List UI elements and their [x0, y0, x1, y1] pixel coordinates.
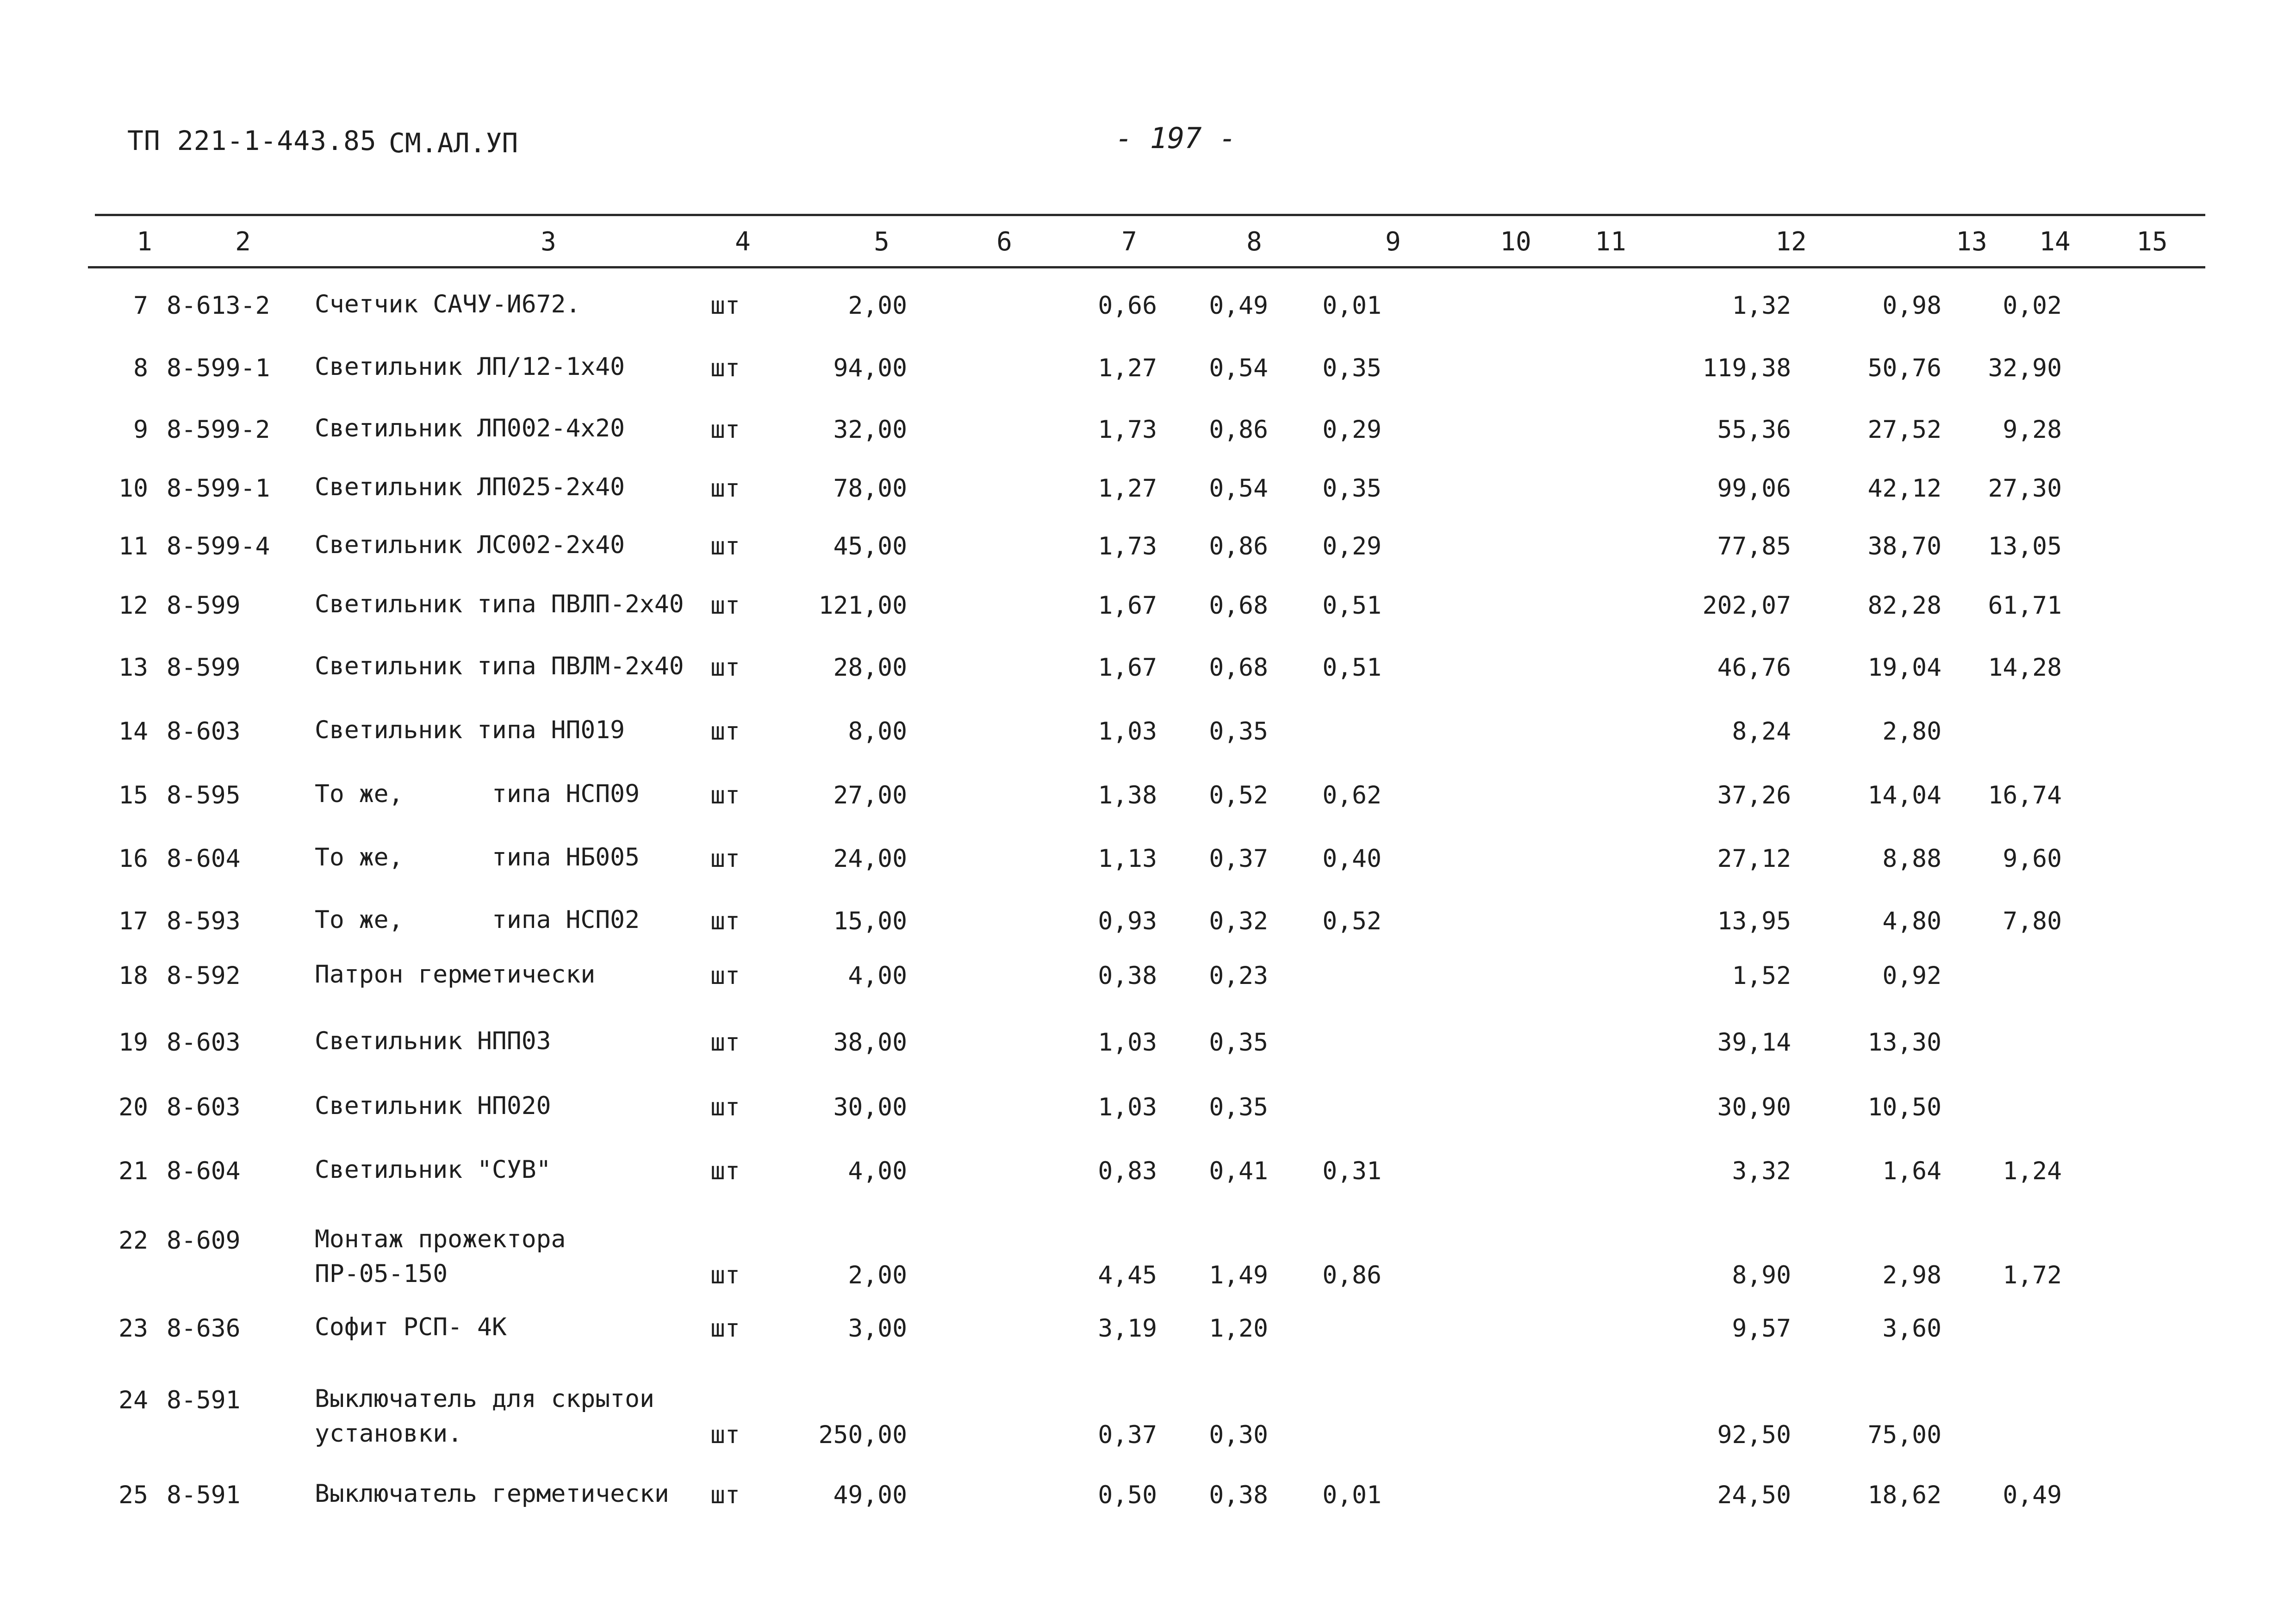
column-number: 11: [1595, 227, 1626, 257]
cell-code: 8-599-1: [167, 474, 270, 503]
cell-c8: 1,20: [1209, 1314, 1268, 1343]
cell-c8: 0,32: [1209, 907, 1268, 935]
cell-qty: 30,00: [833, 1093, 907, 1121]
cell-unit: шт: [710, 1261, 740, 1289]
cell-unit: шт: [710, 1481, 740, 1509]
cell-unit: шт: [710, 474, 740, 503]
cell-name: [315, 349, 625, 384]
cell-unit: шт: [710, 591, 740, 620]
table-row: [0, 354, 2296, 410]
column-number: 14: [2039, 227, 2071, 257]
cell-c12: 13,95: [1717, 907, 1791, 935]
cell-name-line: Светильник НП020: [315, 1092, 551, 1120]
cell-unit: шт: [710, 845, 740, 873]
cell-c14: 1,72: [2003, 1261, 2062, 1289]
cell-n: 19: [118, 1028, 148, 1057]
cell-c13: 8,88: [1882, 845, 1941, 873]
cell-code: 8-592: [167, 962, 241, 990]
cell-c7: 1,27: [1098, 354, 1157, 382]
cell-name-line: Светильник "СУВ": [315, 1156, 551, 1184]
cell-c7: 1,67: [1098, 653, 1157, 682]
table-row: [0, 1314, 2296, 1370]
cell-unit: шт: [710, 416, 740, 444]
table-row: [0, 1157, 2296, 1213]
column-number: 7: [1121, 227, 1137, 257]
cell-qty: 45,00: [833, 532, 907, 560]
cell-c12: 3,32: [1732, 1157, 1791, 1185]
column-number: 5: [874, 227, 890, 257]
cell-qty: 8,00: [848, 717, 907, 746]
cell-name-line: Счетчик САЧУ-И672.: [315, 290, 581, 318]
cell-c13: 18,62: [1867, 1481, 1941, 1509]
cell-unit: шт: [710, 292, 740, 320]
cell-c8: 0,35: [1209, 1093, 1268, 1121]
table-row: [0, 845, 2296, 900]
cell-c8: 0,86: [1209, 416, 1268, 444]
cell-c12: 99,06: [1717, 474, 1791, 503]
cell-code: 8-599-4: [167, 532, 270, 560]
cell-c12: 46,76: [1717, 653, 1791, 682]
cell-qty: 28,00: [833, 653, 907, 682]
cell-unit: шт: [710, 1314, 740, 1343]
column-number: 6: [996, 227, 1012, 257]
cell-c7: 0,37: [1098, 1421, 1157, 1449]
cell-n: 22: [118, 1226, 148, 1255]
cell-c9: 0,29: [1322, 532, 1381, 560]
cell-qty: 4,00: [848, 962, 907, 990]
cell-name: [315, 957, 595, 992]
cell-c14: 32,90: [1988, 354, 2062, 382]
cell-name: [315, 470, 625, 504]
cell-c9: 0,35: [1322, 474, 1381, 503]
column-number: 9: [1385, 227, 1401, 257]
cell-name-line: Светильник типа ПВЛМ-2х40: [315, 652, 684, 680]
cell-name: [315, 777, 640, 811]
table-row: [0, 416, 2296, 471]
column-number: 10: [1500, 227, 1531, 257]
cell-c8: 0,49: [1209, 292, 1268, 320]
cell-c8: 1,49: [1209, 1261, 1268, 1289]
cell-c7: 1,03: [1098, 1093, 1157, 1121]
cell-c12: 119,38: [1702, 354, 1791, 382]
cell-unit: шт: [710, 781, 740, 809]
cell-c12: 9,57: [1732, 1314, 1791, 1343]
cell-c14: 9,60: [2003, 845, 2062, 873]
cell-name-line: Светильник ЛП002-4х20: [315, 414, 625, 442]
cell-n: 20: [118, 1093, 148, 1121]
cell-name-line: Светильник ЛП025-2х40: [315, 473, 625, 501]
cell-name: [315, 713, 625, 747]
cell-code: 8-603: [167, 1093, 241, 1121]
cell-c8: 0,52: [1209, 781, 1268, 809]
cell-c8: 0,30: [1209, 1421, 1268, 1449]
table-row: [0, 781, 2296, 837]
cell-c12: 1,32: [1732, 292, 1791, 320]
cell-n: 8: [133, 354, 148, 382]
cell-code: 8-591: [167, 1481, 241, 1509]
table-row: [0, 717, 2296, 773]
cell-unit: шт: [710, 653, 740, 682]
cell-c7: 1,67: [1098, 591, 1157, 620]
cell-code: 8-593: [167, 907, 241, 935]
cell-c12: 55,36: [1717, 416, 1791, 444]
cell-code: 8-603: [167, 1028, 241, 1057]
cell-name-line: Патрон герметически: [315, 960, 596, 989]
cell-c12: 202,07: [1702, 591, 1791, 620]
cell-c14: 61,71: [1988, 591, 2062, 620]
table-row: [0, 532, 2296, 588]
cell-unit: шт: [710, 907, 740, 935]
cell-c13: 50,76: [1867, 354, 1941, 382]
cell-name-line: Светильник НПП03: [315, 1027, 551, 1055]
cell-c8: 0,37: [1209, 845, 1268, 873]
cell-c7: 0,50: [1098, 1481, 1157, 1509]
cell-n: 17: [118, 907, 148, 935]
cell-name: [315, 1222, 566, 1291]
cell-c9: 0,31: [1322, 1157, 1381, 1185]
cell-c9: 0,01: [1322, 1481, 1381, 1509]
cell-c12: 27,12: [1717, 845, 1791, 873]
cell-unit: шт: [710, 532, 740, 560]
cell-code: 8-609: [167, 1226, 241, 1255]
cell-name-line: Выключатель герметически: [315, 1480, 669, 1508]
cell-qty: 15,00: [833, 907, 907, 935]
column-number: 2: [235, 227, 251, 257]
cell-c12: 37,26: [1717, 781, 1791, 809]
cell-c8: 0,35: [1209, 1028, 1268, 1057]
sheet-code: СМ.АЛ.УП: [389, 127, 518, 159]
cell-name: [315, 649, 684, 684]
cell-c7: 0,38: [1098, 962, 1157, 990]
cell-name: [315, 287, 580, 322]
cell-unit: шт: [710, 1421, 740, 1449]
table-row: [0, 1385, 2296, 1449]
cell-name: [315, 902, 640, 937]
cell-c8: 0,86: [1209, 532, 1268, 560]
cell-c13: 3,60: [1882, 1314, 1941, 1343]
cell-c13: 42,12: [1867, 474, 1941, 503]
cell-unit: шт: [710, 962, 740, 990]
cell-c13: 2,98: [1882, 1261, 1941, 1289]
cell-code: 8-599: [167, 653, 241, 682]
cell-qty: 3,00: [848, 1314, 907, 1343]
cell-n: 23: [118, 1314, 148, 1343]
table-row: [0, 653, 2296, 709]
cell-c7: 4,45: [1098, 1261, 1157, 1289]
cell-name: [315, 411, 625, 446]
table-row: [0, 907, 2296, 963]
cell-c9: 0,86: [1322, 1261, 1381, 1289]
cell-c14: 0,02: [2003, 292, 2062, 320]
column-number: 15: [2136, 227, 2168, 257]
cell-unit: шт: [710, 354, 740, 382]
cell-n: 9: [133, 416, 148, 444]
cell-c7: 1,03: [1098, 1028, 1157, 1057]
cell-c13: 14,04: [1867, 781, 1941, 809]
table-row: [0, 1093, 2296, 1149]
column-number: 4: [735, 227, 751, 257]
cell-qty: 49,00: [833, 1481, 907, 1509]
cell-n: 14: [118, 717, 148, 746]
cell-c8: 0,41: [1209, 1157, 1268, 1185]
cell-qty: 27,00: [833, 781, 907, 809]
cell-c12: 8,24: [1732, 717, 1791, 746]
cell-c14: 7,80: [2003, 907, 2062, 935]
cell-unit: шт: [710, 717, 740, 746]
cell-c7: 1,73: [1098, 416, 1157, 444]
cell-code: 8-636: [167, 1314, 241, 1343]
cell-qty: 2,00: [848, 1261, 907, 1289]
cell-c12: 30,90: [1717, 1093, 1791, 1121]
cell-n: 24: [118, 1386, 148, 1414]
cell-c14: 9,28: [2003, 416, 2062, 444]
cell-c12: 1,52: [1732, 962, 1791, 990]
cell-c13: 13,30: [1867, 1028, 1941, 1057]
cell-qty: 94,00: [833, 354, 907, 382]
cell-c14: 27,30: [1988, 474, 2062, 503]
cell-qty: 78,00: [833, 474, 907, 503]
cell-name: [315, 528, 625, 562]
cell-name: [315, 587, 684, 622]
table-row: [0, 591, 2296, 647]
cell-qty: 32,00: [833, 416, 907, 444]
table-row: [0, 1028, 2296, 1084]
cell-c9: 0,29: [1322, 416, 1381, 444]
cell-c8: 0,54: [1209, 354, 1268, 382]
cell-code: 8-599-2: [167, 416, 270, 444]
cell-code: 8-595: [167, 781, 241, 809]
page-number: - 197 -: [1115, 121, 1237, 155]
cell-c12: 8,90: [1732, 1261, 1791, 1289]
cell-name-line: Светильник типа НП019: [315, 716, 625, 744]
cell-c7: 1,03: [1098, 717, 1157, 746]
column-number: 1: [137, 227, 152, 257]
cell-n: 11: [118, 532, 148, 560]
cell-c9: 0,51: [1322, 653, 1381, 682]
cell-c9: 0,35: [1322, 354, 1381, 382]
cell-qty: 4,00: [848, 1157, 907, 1185]
cell-name: [315, 1089, 551, 1123]
cell-name: [315, 1476, 669, 1511]
cell-c7: 1,27: [1098, 474, 1157, 503]
cell-n: 13: [118, 653, 148, 682]
cell-c13: 27,52: [1867, 416, 1941, 444]
cell-c13: 82,28: [1867, 591, 1941, 620]
cell-name-line: Выключатель для скрытои: [315, 1385, 654, 1413]
cell-name-line: Светильник ЛП/12-1х40: [315, 353, 625, 381]
cell-n: 7: [133, 292, 148, 320]
cell-n: 10: [118, 474, 148, 503]
table-row: [0, 474, 2296, 530]
table-row: [0, 1225, 2296, 1289]
cell-name-line: То же, типа НБ005: [315, 843, 640, 871]
table-top-rule: [95, 214, 2205, 216]
cell-qty: 24,00: [833, 845, 907, 873]
cell-c9: 0,01: [1322, 292, 1381, 320]
cell-c9: 0,62: [1322, 781, 1381, 809]
document-code: ТП 221-1-443.85: [127, 125, 377, 156]
cell-c7: 1,38: [1098, 781, 1157, 809]
cell-code: 8-604: [167, 845, 241, 873]
cell-c8: 0,23: [1209, 962, 1268, 990]
cell-name-line: Светильник типа ПВЛП-2х40: [315, 590, 684, 618]
cell-code: 8-599-1: [167, 354, 270, 382]
cell-code: 8-591: [167, 1386, 241, 1414]
cell-c13: 0,98: [1882, 292, 1941, 320]
table-row: [0, 1481, 2296, 1537]
cell-c13: 2,80: [1882, 717, 1941, 746]
cell-c9: 0,52: [1322, 907, 1381, 935]
cell-code: 8-604: [167, 1157, 241, 1185]
cell-c14: 13,05: [1988, 532, 2062, 560]
cell-c8: 0,35: [1209, 717, 1268, 746]
cell-c13: 4,80: [1882, 907, 1941, 935]
cell-code: 8-603: [167, 717, 241, 746]
cell-c12: 39,14: [1717, 1028, 1791, 1057]
cell-qty: 38,00: [833, 1028, 907, 1057]
cell-c13: 1,64: [1882, 1157, 1941, 1185]
cell-unit: шт: [710, 1093, 740, 1121]
cell-name-line: Светильник ЛС002-2х40: [315, 531, 625, 559]
cell-c7: 3,19: [1098, 1314, 1157, 1343]
cell-c13: 0,92: [1882, 962, 1941, 990]
column-number: 3: [541, 227, 556, 257]
header-bottom-rule: [88, 266, 2205, 268]
cell-name-line: установки.: [315, 1419, 463, 1448]
cell-c13: 38,70: [1867, 532, 1941, 560]
cell-n: 25: [118, 1481, 148, 1509]
cell-n: 21: [118, 1157, 148, 1185]
cell-c8: 0,68: [1209, 653, 1268, 682]
cell-c8: 0,38: [1209, 1481, 1268, 1509]
cell-c13: 10,50: [1867, 1093, 1941, 1121]
cell-c7: 1,73: [1098, 532, 1157, 560]
cell-c8: 0,68: [1209, 591, 1268, 620]
column-number: 8: [1246, 227, 1262, 257]
cell-name: [315, 1024, 551, 1058]
cell-name-line: То же, типа НСП09: [315, 780, 640, 808]
cell-c13: 19,04: [1867, 653, 1941, 682]
cell-c12: 77,85: [1717, 532, 1791, 560]
cell-name: [315, 1152, 551, 1187]
cell-n: 15: [118, 781, 148, 809]
cell-name-line: Монтаж прожектора: [315, 1225, 566, 1253]
cell-unit: шт: [710, 1157, 740, 1185]
cell-c13: 75,00: [1867, 1421, 1941, 1449]
cell-name: [315, 1381, 654, 1451]
cell-c14: 14,28: [1988, 653, 2062, 682]
cell-code: 8-613-2: [167, 292, 270, 320]
cell-name-line: ПР-05-150: [315, 1260, 448, 1288]
cell-c7: 1,13: [1098, 845, 1157, 873]
cell-n: 18: [118, 962, 148, 990]
cell-c14: 16,74: [1988, 781, 2062, 809]
column-number: 12: [1775, 227, 1807, 257]
cell-c9: 0,40: [1322, 845, 1381, 873]
cell-qty: 2,00: [848, 292, 907, 320]
cell-code: 8-599: [167, 591, 241, 620]
cell-c12: 92,50: [1717, 1421, 1791, 1449]
cell-c7: 0,66: [1098, 292, 1157, 320]
cell-c9: 0,51: [1322, 591, 1381, 620]
table-row: [0, 962, 2296, 1017]
cell-c14: 1,24: [2003, 1157, 2062, 1185]
cell-name: [315, 840, 640, 875]
cell-name-line: То же, типа НСП02: [315, 906, 640, 934]
cell-c8: 0,54: [1209, 474, 1268, 503]
cell-c7: 0,83: [1098, 1157, 1157, 1185]
table-row: [0, 292, 2296, 347]
column-number: 13: [1956, 227, 1987, 257]
cell-qty: 121,00: [818, 591, 907, 620]
cell-qty: 250,00: [818, 1421, 907, 1449]
cell-c12: 24,50: [1717, 1481, 1791, 1509]
cell-unit: шт: [710, 1028, 740, 1057]
cell-name: [315, 1310, 507, 1344]
cell-c14: 0,49: [2003, 1481, 2062, 1509]
cell-n: 16: [118, 845, 148, 873]
cell-name-line: Софит РСП- 4К: [315, 1313, 507, 1341]
cell-c7: 0,93: [1098, 907, 1157, 935]
cell-n: 12: [118, 591, 148, 620]
